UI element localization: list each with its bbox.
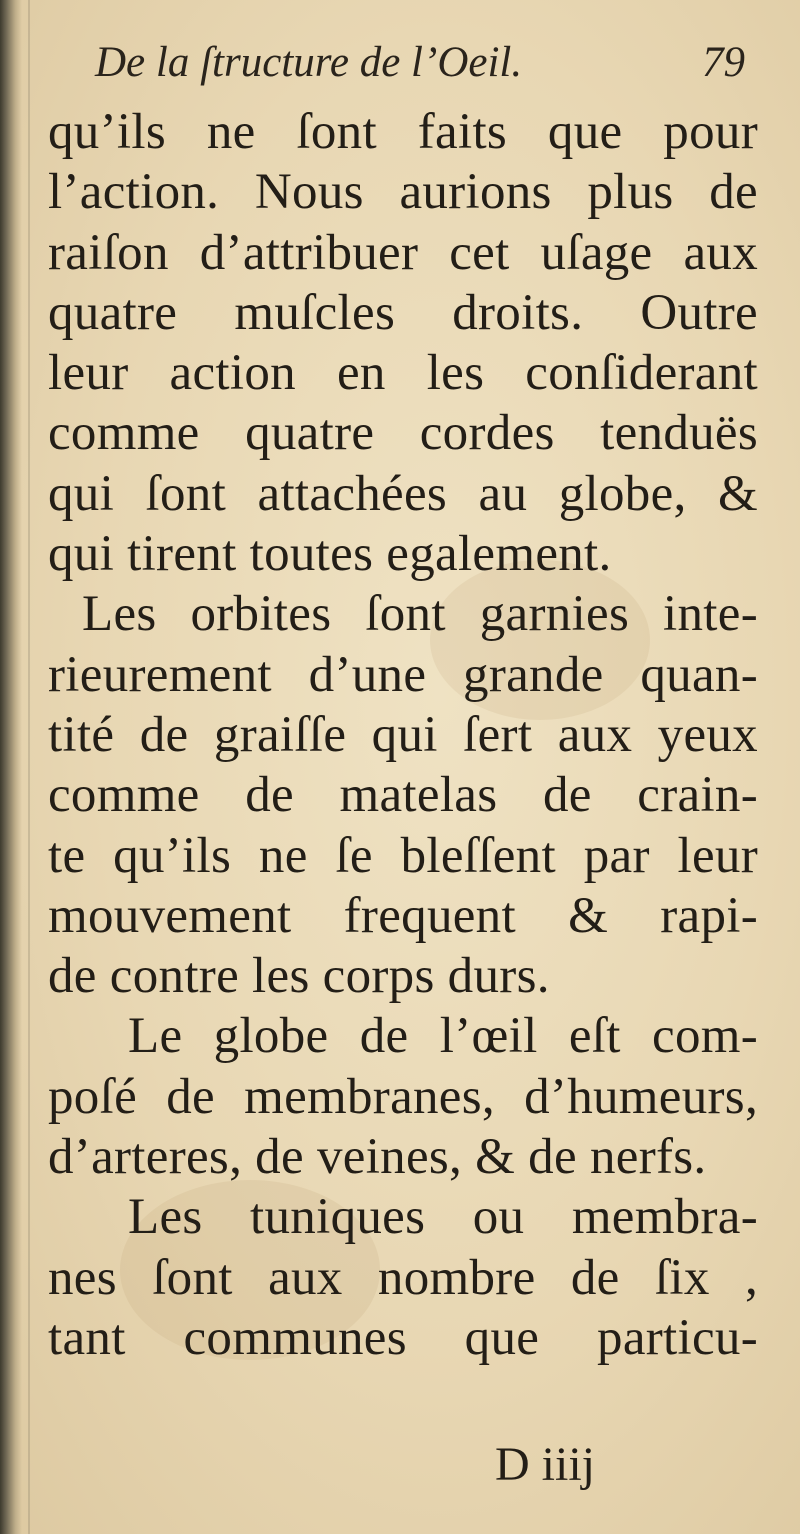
text-line: d’arteres, de veines, & de nerfs. — [48, 1129, 707, 1186]
text-line: qu’ils ne ſont faits que pour — [48, 104, 758, 160]
text-line: qui ſont attachées au globe, & — [48, 465, 758, 522]
text-line: poſé de membranes, d’humeurs, — [48, 1068, 758, 1125]
body-text — [48, 102, 758, 1368]
text-line: tité de graiſſe qui ſert aux yeux — [48, 706, 758, 763]
text-line: te qu’ils ne ſe bleſſent par leur — [48, 827, 758, 884]
signature-mark: D iiij — [495, 1438, 596, 1491]
text-line: Les orbites ſont garnies inte- — [82, 586, 758, 643]
text-line: qui tirent toutes egalement. — [48, 526, 612, 583]
text-line: rieurement d’une grande quan- — [48, 646, 758, 703]
text-line: quatre muſcles droits. Outre — [48, 284, 758, 341]
text-line: leur action en les conſiderant — [48, 345, 758, 402]
text-line: de contre les corps durs. — [48, 948, 550, 1005]
text-line: comme quatre cordes tenduës — [48, 405, 758, 462]
text-line: raiſon d’attribuer cet uſage aux — [48, 224, 758, 281]
page-gutter-shadow — [0, 0, 22, 1534]
text-line: Le globe de l’œil eſt com- — [128, 1008, 758, 1065]
text-line: tant communes que particu- — [48, 1309, 758, 1366]
page-fold-line — [28, 0, 30, 1534]
running-title: De la ſtructure de l’Oeil. — [95, 39, 523, 86]
text-line: nes ſont aux nombre de ſix , — [48, 1249, 758, 1306]
text-line: Les tuniques ou membra- — [128, 1189, 758, 1246]
text-line: comme de matelas de crain- — [48, 767, 758, 824]
page-number: 79 — [702, 39, 745, 86]
running-head — [95, 38, 745, 98]
text-line: l’action. Nous aurions plus de — [48, 164, 758, 221]
text-line: mouvement frequent & rapi- — [48, 887, 758, 944]
